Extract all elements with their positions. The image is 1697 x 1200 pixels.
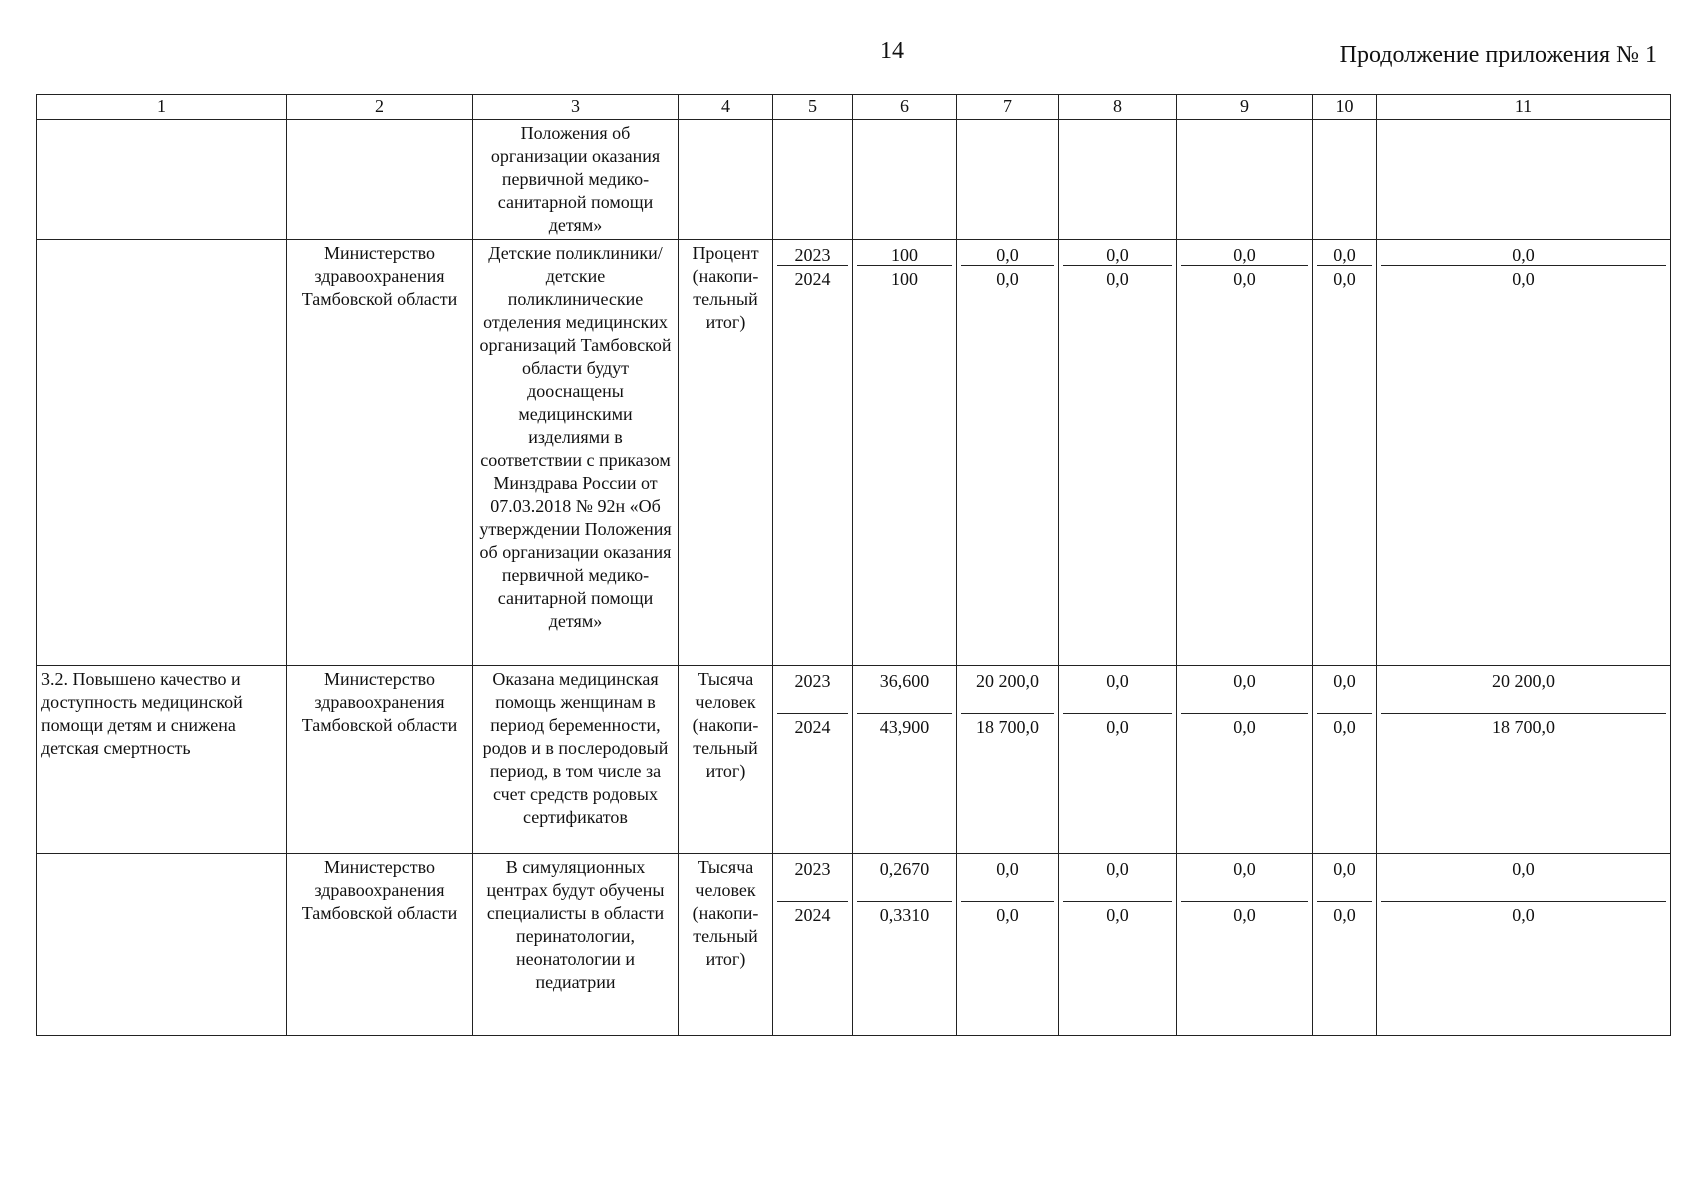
- table-body: [37, 95, 1671, 1036]
- value: 0,0: [1063, 668, 1172, 714]
- value-cell: [1177, 854, 1313, 1036]
- header-cell: 6: [853, 95, 957, 120]
- header-cell: 8: [1059, 95, 1177, 120]
- value: 0,3310: [879, 905, 930, 925]
- value: 0,0: [1181, 242, 1308, 266]
- result-cell: Положения об организации оказания первичной медико-санитарной помощи детям»: [473, 120, 679, 240]
- unit-cell: Тысяча человек (накопи-тельный итог): [679, 854, 773, 1036]
- table-row: [37, 120, 1671, 240]
- year-value: 2023: [777, 856, 848, 902]
- year-value: 2024: [794, 905, 831, 925]
- responsible-cell: Министерство здравоохранения Тамбовской области: [287, 854, 473, 1036]
- year-cell: [773, 240, 853, 666]
- value-cell: [957, 120, 1059, 240]
- value: 0,0: [1106, 269, 1129, 289]
- value-cell: [1177, 666, 1313, 854]
- header-cell: 4: [679, 95, 773, 120]
- value-cell: [1313, 666, 1377, 854]
- value: 0,0: [1233, 717, 1256, 737]
- value: 0,0: [996, 905, 1019, 925]
- value-cell: [1377, 666, 1671, 854]
- value-cell: [1059, 666, 1177, 854]
- value-cell: [1059, 240, 1177, 666]
- value-cell: [957, 666, 1059, 854]
- value: 0,0: [1333, 269, 1356, 289]
- goal-cell: 3.2. Повышено качество и доступность медицинской помощи детям и снижена детская смертность: [37, 666, 287, 854]
- responsible-cell: [287, 120, 473, 240]
- table-row: [37, 666, 1671, 854]
- value-cell: [1313, 854, 1377, 1036]
- table-row: [37, 854, 1671, 1036]
- year-value: 2023: [777, 668, 848, 714]
- value: 36,600: [857, 668, 952, 714]
- value-cell: [957, 240, 1059, 666]
- value: 0,0: [961, 242, 1054, 266]
- result-cell: Оказана медицинская помощь женщинам в период беременности, родов и в послеродовый период, в том числе за счет средств родовых сертификатов: [473, 666, 679, 854]
- value: 43,900: [879, 717, 930, 737]
- result-cell: В симуляционных центрах будут обучены специалисты в области перинатологии, неонатологии и педиатрии: [473, 854, 679, 1036]
- header-cell: 9: [1177, 95, 1313, 120]
- value: 18 700,0: [1492, 717, 1555, 737]
- value: 0,0: [1181, 856, 1308, 902]
- value: 0,0: [1317, 668, 1372, 714]
- year-value: 2023: [777, 242, 848, 266]
- header-row: [37, 95, 1671, 120]
- value-cell: [1177, 240, 1313, 666]
- unit-cell: Тысяча человек (накопи-тельный итог): [679, 666, 773, 854]
- value: 0,0: [1317, 242, 1372, 266]
- value: 0,0: [1381, 856, 1666, 902]
- year-cell: [773, 120, 853, 240]
- indicators-table: [36, 94, 1671, 1036]
- value: 0,0: [996, 269, 1019, 289]
- responsible-cell: Министерство здравоохранения Тамбовской области: [287, 666, 473, 854]
- value-cell: [853, 666, 957, 854]
- value: 0,0: [1381, 242, 1666, 266]
- header-cell: 3: [473, 95, 679, 120]
- unit-cell: [679, 120, 773, 240]
- responsible-cell: Министерство здравоохранения Тамбовской области: [287, 240, 473, 666]
- value: 0,0: [1512, 905, 1535, 925]
- value-cell: [1059, 854, 1177, 1036]
- value: 100: [857, 242, 952, 266]
- value: 0,0: [1106, 717, 1129, 737]
- value: 0,0: [1317, 856, 1372, 902]
- goal-cell: [37, 240, 287, 666]
- result-cell: Детские поликлиники/детские поликлинические отделения медицинских организаций Тамбовской области будут дооснащены медицинскими изделиями в соответствии с приказом Минздрава России от 07.03.2018 № 92н «Об утверждении Положения об организации оказания первичной медико-санитарной помощи детям»: [473, 240, 679, 666]
- value: 0,0: [1333, 905, 1356, 925]
- header-cell: 5: [773, 95, 853, 120]
- table-row: [37, 240, 1671, 666]
- value: 0,0: [1181, 668, 1308, 714]
- year-value: 2024: [794, 269, 831, 289]
- value-cell: [1313, 240, 1377, 666]
- continuation-title: Продолжение приложения № 1: [1339, 42, 1657, 68]
- value-cell: [1377, 120, 1671, 240]
- value: 0,0: [1512, 269, 1535, 289]
- year-cell: [773, 854, 853, 1036]
- header-cell: 1: [37, 95, 287, 120]
- value-cell: [1177, 120, 1313, 240]
- goal-cell: [37, 854, 287, 1036]
- value: 0,0: [1106, 905, 1129, 925]
- value: 0,2670: [857, 856, 952, 902]
- value: 20 200,0: [961, 668, 1054, 714]
- value: 0,0: [1333, 717, 1356, 737]
- value-cell: [853, 240, 957, 666]
- value: 0,0: [1233, 905, 1256, 925]
- header-cell: 2: [287, 95, 473, 120]
- value-cell: [1377, 240, 1671, 666]
- value: 0,0: [1233, 269, 1256, 289]
- unit-cell: Процент (накопи-тельный итог): [679, 240, 773, 666]
- value: 100: [891, 269, 918, 289]
- value: 0,0: [1063, 242, 1172, 266]
- value-cell: [1313, 120, 1377, 240]
- value: 0,0: [1063, 856, 1172, 902]
- value: 0,0: [961, 856, 1054, 902]
- value: 20 200,0: [1381, 668, 1666, 714]
- value-cell: [1377, 854, 1671, 1036]
- year-cell: [773, 666, 853, 854]
- value-cell: [853, 120, 957, 240]
- goal-cell: [37, 120, 287, 240]
- value-cell: [853, 854, 957, 1036]
- value: 18 700,0: [976, 717, 1039, 737]
- value-cell: [957, 854, 1059, 1036]
- header-cell: 10: [1313, 95, 1377, 120]
- year-value: 2024: [794, 717, 831, 737]
- header-cell: 11: [1377, 95, 1671, 120]
- page-number: 14: [880, 38, 904, 64]
- value-cell: [1059, 120, 1177, 240]
- header-cell: 7: [957, 95, 1059, 120]
